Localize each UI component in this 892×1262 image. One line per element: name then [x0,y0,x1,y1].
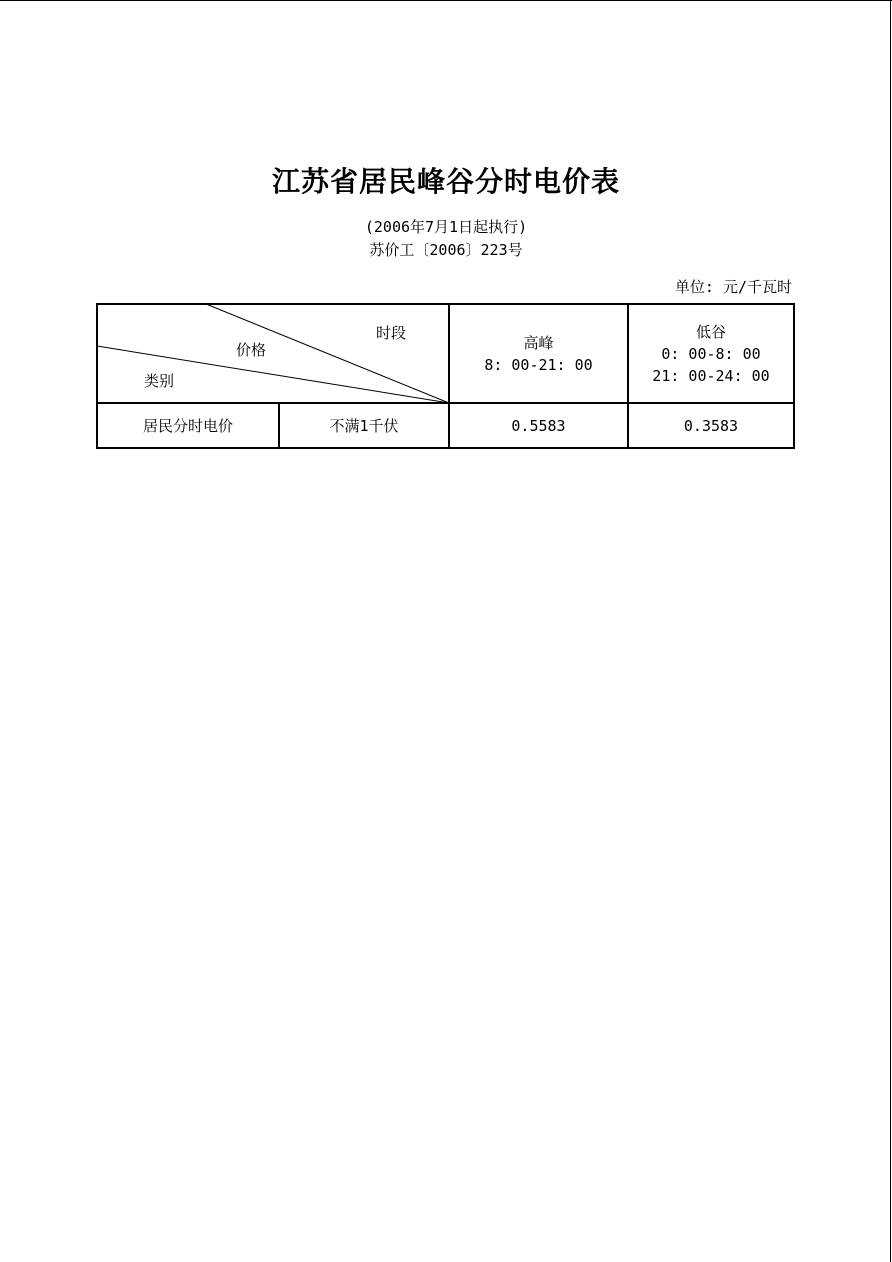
table-border-bottom [96,447,795,449]
header-price-label: 价格 [236,341,267,359]
price-table [96,303,795,449]
page-top-border [0,0,892,1]
valley-header-time-1: 0: 00-8: 00 [661,345,761,363]
document-number: 苏价工〔2006〕223号 [369,241,523,259]
document-title: 江苏省居民峰谷分时电价表 [271,165,620,198]
effective-date: (2006年7月1日起执行) [364,218,528,236]
unit-label: 单位: 元/千瓦时 [674,278,792,296]
row-valley-price: 0.3583 [683,417,739,435]
table-border-right [793,303,795,449]
peak-header-label: 高峰 [523,334,554,352]
header-category-label: 类别 [144,372,175,390]
header-time-label: 时段 [376,324,407,342]
row-condition: 不满1千伏 [329,417,399,435]
peak-header-time: 8: 00-21: 00 [484,356,593,374]
valley-header-label: 低谷 [695,323,726,341]
table-border-top [96,303,795,305]
valley-header-time-2: 21: 00-24: 00 [652,367,770,385]
table-row-divider [96,402,795,404]
row-category: 居民分时电价 [142,417,233,435]
row-peak-price: 0.5583 [511,417,566,435]
